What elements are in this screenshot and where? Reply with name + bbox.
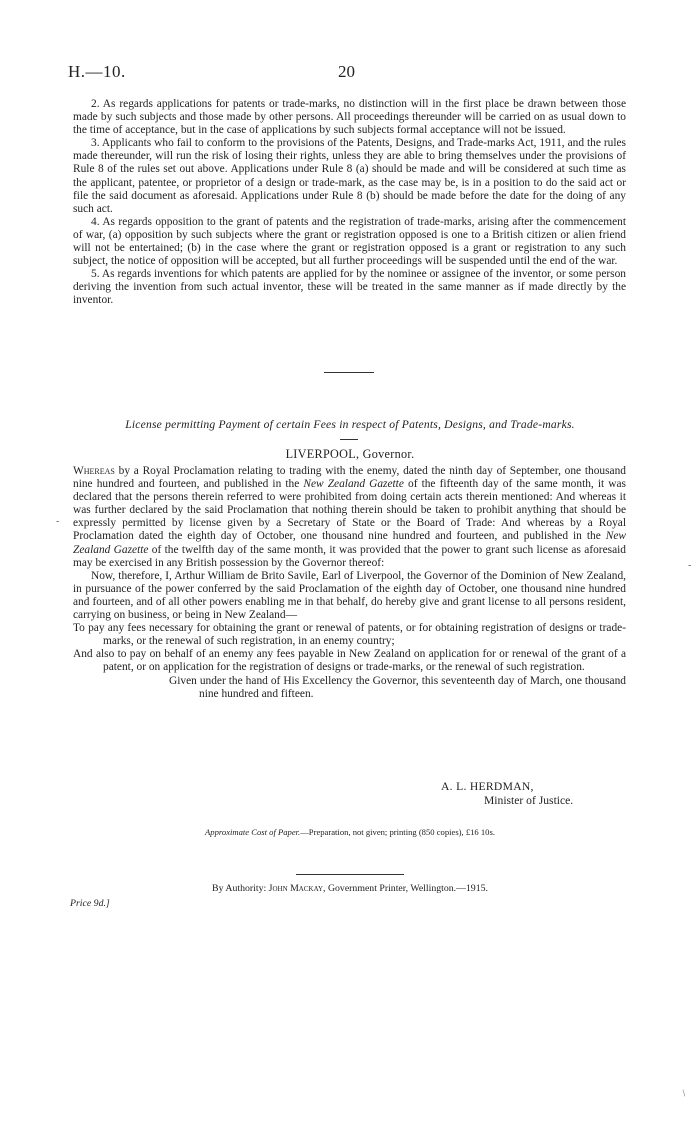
page-number: 20 xyxy=(338,62,355,81)
whereas-paragraph xyxy=(73,465,626,570)
whereas-text-1: by a Royal Proclamation relating to trading with the enemy, dated the ninth day of September, one thousand nine hundred and fourteen, and published in the xyxy=(73,465,626,491)
governor-name: LIVERPOOL, Governor. xyxy=(285,447,415,461)
authority-prefix: By Authority: xyxy=(212,883,269,894)
footer-divider xyxy=(296,874,404,875)
now-therefore-paragraph: Now, therefore, I, Arthur William de Brito Savile, Earl of Liverpool, the Governor of the Dominion of New Zealand, in pursuance of the power conferred by the said Proclamation of the eighth day of October, one thousand nine hundred and fourteen, and of all other powers enabling me in that behalf, do hereby give and grant license to all persons resident, carrying on business, or being in New Zealand— xyxy=(73,569,626,622)
paragraph-3: 3. Applicants who fail to conform to the provisions of the Patents, Designs, and Trade-marks Act, 1911, and the rules made thereunder, will run the risk of losing their rights, unless they are able to bring themselves under the provisions of Rule 8 of the rules set out above. Applications under Rule 8 (a) should be made and will be considered at such time as the applicant, patentee, or proprietor of a design or trade-mark, as the case may be, is in a position to do the said act or file the said document as aforesaid. Applications under Rule 8 (b) should be made before the date for the doing of any such act. xyxy=(73,137,626,215)
license-clause-1: To pay any fees necessary for obtaining the grant or renewal of patents, or for obtaining registration of designs or trade-marks, or the renewal of such registration, in an enemy country; xyxy=(73,622,626,648)
cost-text: —Preparation, not given; printing (850 copies), £16 10s. xyxy=(300,827,495,837)
section-divider xyxy=(324,372,374,373)
top-paragraphs xyxy=(73,98,626,308)
whereas-text-3: of the twelfth day of the same month, it was provided that the power to grant such license as aforesaid may be exercised in any British possession by the Governor thereof: xyxy=(73,543,626,569)
authority-suffix: , Government Printer, Wellington.—1915. xyxy=(323,883,488,894)
license-title: License permitting Payment of certain Fees in respect of Patents, Designs, and Trade-marks. xyxy=(125,418,575,431)
margin-tick-left: - xyxy=(56,516,60,527)
cost-note xyxy=(0,827,700,837)
paragraph-4: 4. As regards opposition to the grant of patents and the registration of trade-marks, arising after the commencement of war, (a) opposition by such subjects where the grant or registration opposed is one to a British citizen or alien friend will not be entertained; (b) in the case where the grant or registration opposed is a grant or registration to any such subject, the notice of opposition will be accepted, but all further proceedings will be suspended until the end of the war. xyxy=(73,215,626,268)
printer-name: John Mackay xyxy=(268,883,324,894)
gazette-ref-2: New Zealand Gazette xyxy=(73,530,626,556)
whereas-text-2: of the fifteenth day of the same month, it was declared that the persons therein referred to were prohibited from doing certain acts therein mentioned: And whereas it was further declared by the said Proclamation that nothing therein should be taken to prohibit anything that should be expressly permitted by license given by a Secretary of State or the Board of Trade: And whereas by a Royal Proclamation dated the eighth day of October, one thousand nine hundred and fourteen, and published in the xyxy=(73,478,626,543)
margin-tick-right: - xyxy=(688,560,692,571)
whereas-lead: Whereas xyxy=(73,465,115,477)
title-divider xyxy=(340,439,358,440)
license-body xyxy=(73,465,626,701)
given-under-hand: Given under the hand of His Excellency the Governor, this seventeenth day of March, one thousand nine hundred and fifteen. xyxy=(169,674,626,700)
signatory-name: A. L. HERDMAN, xyxy=(441,780,534,793)
license-clause-2: And also to pay on behalf of an enemy any fees payable in New Zealand on application for or renewal of the grant of a patent, or on application for the registration of designs or trade-marks, or the renewal of such registration. xyxy=(73,648,626,674)
gazette-ref-1: New Zealand Gazette xyxy=(303,478,404,491)
cost-label: Approximate Cost of Paper. xyxy=(205,827,301,837)
paragraph-5: 5. As regards inventions for which patents are applied for by the nominee or assignee of the inventor, or some person deriving the invention from such actual inventor, these will be treated in the same manner as if made directly by the inventor. xyxy=(73,268,626,307)
document-code: H.—10. xyxy=(68,62,126,81)
authority-line xyxy=(0,883,700,894)
price: Price 9d.] xyxy=(70,898,110,909)
signatory-title: Minister of Justice. xyxy=(484,794,574,807)
paragraph-2: 2. As regards applications for patents or trade-marks, no distinction will in the first place be drawn between those made by such subjects and those made by other persons. All proceedings thereunder will be carried on as usual down to the time of acceptance, but in the case of applications by such subjects formal acceptance will not be issued. xyxy=(73,98,626,137)
corner-mark: / xyxy=(680,1088,689,1099)
